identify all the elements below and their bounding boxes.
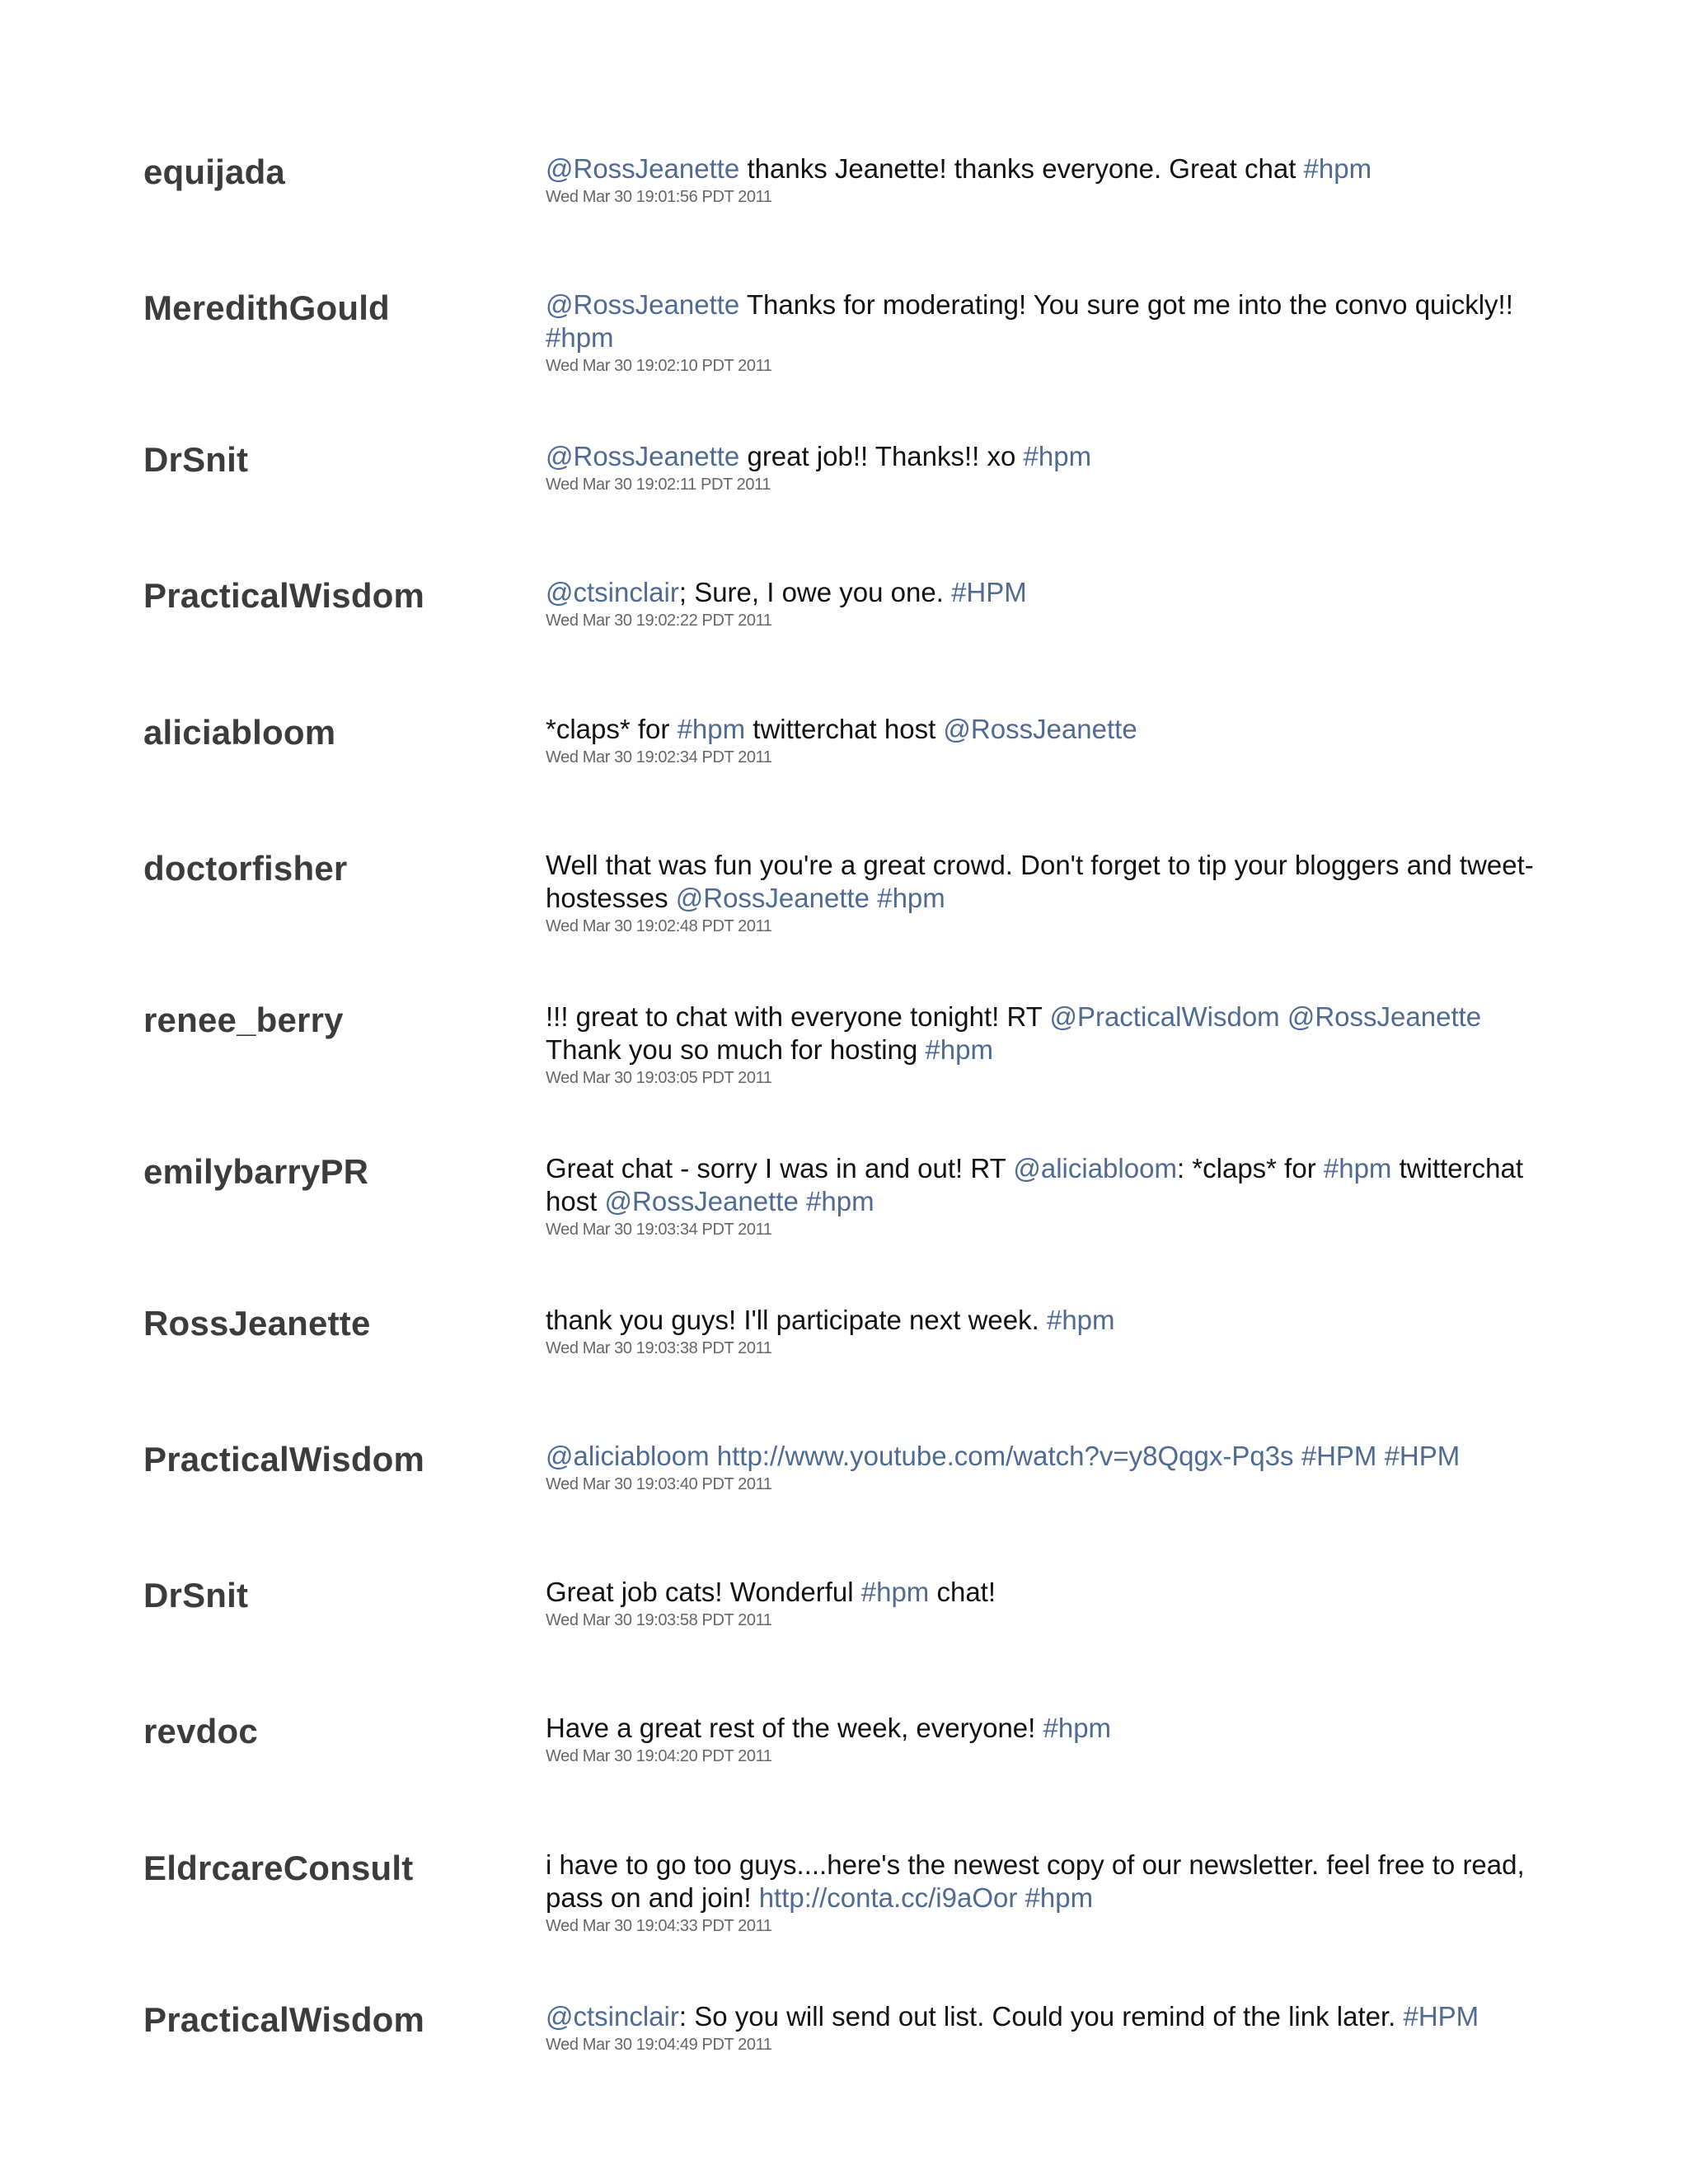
tweet-body (546, 1001, 1559, 1088)
tweet-timestamp: Wed Mar 30 19:03:58 PDT 2011 (546, 1611, 772, 1629)
tweet-username[interactable]: doctorfisher (143, 849, 348, 888)
hashtag-link[interactable]: #HPM (1384, 1441, 1461, 1471)
tweet-text-segment: i have to go too guys....here's the newest copy of our newsletter. feel free to read, pass on and join! (546, 1849, 1525, 1913)
tweet-username[interactable]: emilybarryPR (143, 1152, 369, 1191)
mention-link[interactable]: @ctsinclair (546, 2001, 679, 2032)
tweet-timestamp: Wed Mar 30 19:01:56 PDT 2011 (546, 188, 772, 206)
tweet-text (546, 1440, 1559, 1473)
tweet-username[interactable]: revdoc (143, 1712, 258, 1750)
tweet-timestamp: Wed Mar 30 19:02:48 PDT 2011 (546, 917, 772, 935)
tweet-timestamp: Wed Mar 30 19:03:05 PDT 2011 (546, 1069, 772, 1087)
tweet-timestamp: Wed Mar 30 19:02:22 PDT 2011 (546, 612, 772, 630)
hashtag-link[interactable]: #hpm (806, 1186, 874, 1216)
tweet-body (546, 1576, 1559, 1630)
hashtag-link[interactable]: #hpm (1323, 1153, 1392, 1183)
tweet-timestamp: Wed Mar 30 19:02:10 PDT 2011 (546, 357, 772, 375)
tweet-username[interactable]: RossJeanette (143, 1304, 371, 1343)
mention-link[interactable]: @RossJeanette (604, 1186, 799, 1216)
mention-link[interactable]: @RossJeanette (1287, 1001, 1482, 1032)
tweet-body (546, 1849, 1559, 1936)
mention-link[interactable]: @PracticalWisdom (1049, 1001, 1280, 1032)
tweet-text-segment (1017, 1882, 1025, 1913)
mention-link[interactable]: @RossJeanette (546, 289, 740, 320)
tweet-timestamp: Wed Mar 30 19:04:33 PDT 2011 (546, 1917, 772, 1935)
tweet-timestamp: Wed Mar 30 19:04:20 PDT 2011 (546, 1747, 772, 1765)
tweet-text-segment: ; Sure, I owe you one. (678, 577, 952, 607)
tweet-body (546, 152, 1559, 207)
tweet-text (546, 713, 1559, 746)
tweet-timestamp: Wed Mar 30 19:03:38 PDT 2011 (546, 1339, 772, 1357)
tweet-body (546, 1712, 1559, 1766)
tweet-text-segment (710, 1441, 717, 1471)
tweet-text-segment: *claps* for (546, 714, 678, 744)
tweet-text-segment (1376, 1441, 1384, 1471)
hashtag-link[interactable]: #hpm (1043, 1713, 1112, 1743)
mention-link[interactable]: @RossJeanette (675, 883, 870, 913)
hashtag-link[interactable]: #HPM (1301, 1441, 1377, 1471)
tweet-text-segment: Thank you so much for hosting (546, 1034, 926, 1065)
tweet-text (546, 2000, 1559, 2033)
tweet-username[interactable]: DrSnit (143, 440, 249, 479)
tweet-text-segment: Have a great rest of the week, everyone! (546, 1713, 1043, 1743)
mention-link[interactable]: @RossJeanette (943, 714, 1137, 744)
hashtag-link[interactable]: #HPM (1403, 2001, 1479, 2032)
hashtag-link[interactable]: #hpm (1023, 441, 1092, 471)
tweet-text-segment (1294, 1441, 1301, 1471)
tweet-text (546, 1576, 1559, 1609)
tweet-username[interactable]: PracticalWisdom (143, 1440, 425, 1479)
tweet-text-segment: twitterchat host (546, 1153, 1523, 1216)
tweet-text-segment (1280, 1001, 1287, 1032)
tweet-text-segment: thanks Jeanette! thanks everyone. Great chat (739, 153, 1304, 184)
url-link[interactable]: http://www.youtube.com/watch?v=y8Qqgx-Pq3s (716, 1441, 1294, 1471)
tweet-text (546, 1001, 1559, 1066)
tweet-timestamp: Wed Mar 30 19:03:40 PDT 2011 (546, 1475, 772, 1493)
tweet-body (546, 576, 1559, 630)
tweet-text (546, 288, 1559, 354)
tweet-text-segment: twitterchat host (745, 714, 944, 744)
tweet-text-segment (799, 1186, 806, 1216)
tweet-username[interactable]: PracticalWisdom (143, 576, 425, 615)
tweet-text (546, 1712, 1559, 1745)
hashtag-link[interactable]: #hpm (1303, 153, 1372, 184)
tweet-text (546, 440, 1559, 473)
mention-link[interactable]: @aliciabloom (546, 1441, 710, 1471)
tweet-body (546, 1304, 1559, 1358)
tweet-body (546, 440, 1559, 494)
tweet-timestamp: Wed Mar 30 19:02:11 PDT 2011 (546, 476, 771, 494)
hashtag-link[interactable]: #hpm (546, 322, 614, 353)
tweet-text (546, 1152, 1559, 1218)
hashtag-link[interactable]: #hpm (925, 1034, 993, 1065)
tweet-username[interactable]: equijada (143, 152, 285, 191)
tweet-text-segment: : *claps* for (1176, 1153, 1324, 1183)
tweet-username[interactable]: renee_berry (143, 1001, 344, 1039)
tweet-body (546, 1440, 1559, 1494)
tweet-username[interactable]: EldrcareConsult (143, 1849, 414, 1887)
tweet-text (546, 1304, 1559, 1337)
tweet-body (546, 713, 1559, 767)
tweet-username[interactable]: PracticalWisdom (143, 2000, 425, 2039)
tweet-username[interactable]: MeredithGould (143, 288, 390, 327)
hashtag-link[interactable]: #hpm (1046, 1305, 1115, 1335)
tweet-text-segment: Well that was fun you're a great crowd. Don't forget to tip your bloggers and tweet-hostesses (546, 850, 1534, 913)
url-link[interactable]: http://conta.cc/i9aOor (758, 1882, 1018, 1913)
tweet-username[interactable]: aliciabloom (143, 713, 336, 752)
tweet-text (546, 849, 1559, 915)
hashtag-link[interactable]: #hpm (860, 1577, 930, 1607)
tweet-text-segment: chat! (929, 1577, 996, 1607)
tweet-text-segment: : So you will send out list. Could you remind of the link later. (678, 2001, 1404, 2032)
tweet-body (546, 2000, 1559, 2055)
tweet-username[interactable]: DrSnit (143, 1576, 249, 1615)
mention-link[interactable]: @aliciabloom (1013, 1153, 1177, 1183)
hashtag-link[interactable]: #HPM (951, 577, 1027, 607)
tweet-timestamp: Wed Mar 30 19:04:49 PDT 2011 (546, 2036, 772, 2054)
tweet-text-segment: Great chat - sorry I was in and out! RT (546, 1153, 1014, 1183)
tweet-text-segment (870, 883, 877, 913)
tweet-text-segment: thank you guys! I'll participate next week. (546, 1305, 1047, 1335)
tweet-body (546, 1152, 1559, 1240)
mention-link[interactable]: @ctsinclair (546, 577, 679, 607)
mention-link[interactable]: @RossJeanette (546, 153, 740, 184)
tweet-text (546, 576, 1559, 609)
tweet-timestamp: Wed Mar 30 19:02:34 PDT 2011 (546, 748, 772, 766)
tweet-text-segment: !!! great to chat with everyone tonight! RT (546, 1001, 1050, 1032)
tweet-text (546, 152, 1559, 185)
tweet-text-segment: Thanks for moderating! You sure got me into the convo quickly!! (739, 289, 1513, 320)
tweet-body (546, 849, 1559, 936)
tweet-timestamp: Wed Mar 30 19:03:34 PDT 2011 (546, 1221, 772, 1239)
hashtag-link[interactable]: #hpm (677, 714, 746, 744)
tweet-text-segment: great job!! Thanks!! xo (739, 441, 1024, 471)
mention-link[interactable]: @RossJeanette (546, 441, 740, 471)
tweet-body (546, 288, 1559, 376)
hashtag-link[interactable]: #hpm (877, 883, 945, 913)
tweet-text-segment: Great job cats! Wonderful (546, 1577, 861, 1607)
tweet-text (546, 1849, 1559, 1915)
hashtag-link[interactable]: #hpm (1025, 1882, 1094, 1913)
